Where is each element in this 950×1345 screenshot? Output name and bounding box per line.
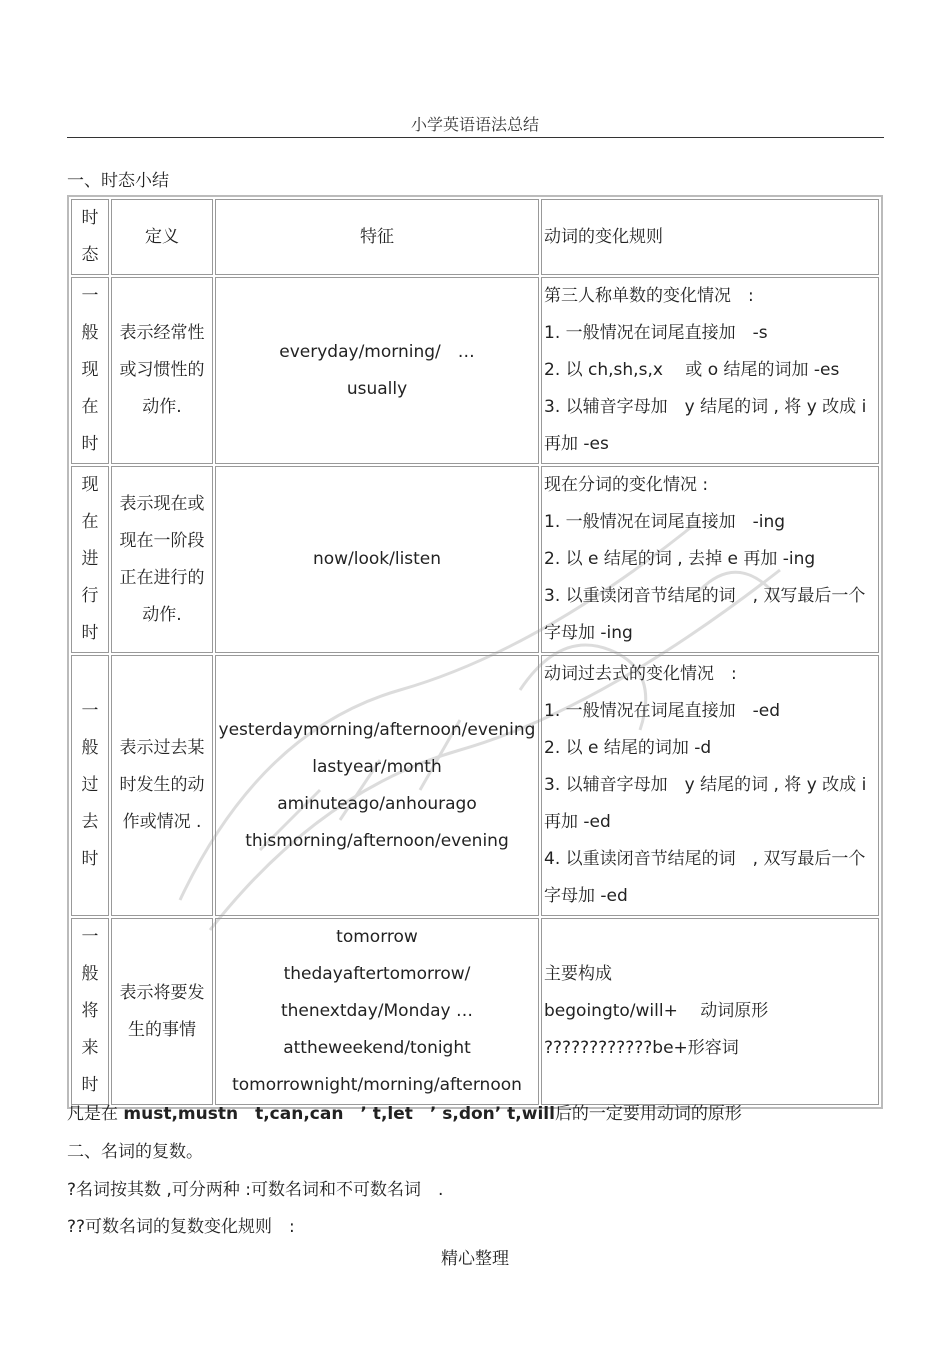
definition-cell: 表示将要发 生的事情 [111,918,213,1105]
feature-cell: yesterdaymorning/afternoon/evening lastyear/month aminuteago/anhourago thismorning/afternoon/evening [215,655,539,916]
rule-cell: 主要构成 begoingto/will+ 动词原形 ????????????be+形容词 [541,918,879,1105]
rule-cell: 动词过去式的变化情况 : 1. 一般情况在词尾直接加 -ed 2. 以 e 结尾的词加 -d 3. 以辅音字母加 y 结尾的词 , 将 y 改成 i 再加 -ed 4. 以重读闭音节结尾的词 , 双写最后一个 字母加 -ed [541,655,879,916]
header-feature: 特征 [215,199,539,275]
feature-cell: tomorrow thedayaftertomorrow/ thenextday/Monday … attheweekend/tonight tomorrownight/morning/afternoon [215,918,539,1105]
definition-cell: 表示经常性 或习惯性的 动作. [111,277,213,464]
feature-cell: now/look/listen [215,466,539,653]
section-title-tenses: 一、时态小结 [67,171,169,191]
document-title: 小学英语语法总结 [410,115,539,134]
note-base-form: 凡是在 must,mustn t,can,can ’ t,let ’ s,don’ t,will后的一定要用动词的原形 [67,1104,742,1124]
table-row [71,918,879,1105]
definition-cell: 表示现在或 现在一阶段 正在进行的 动作. [111,466,213,653]
section-title-nouns: 二、名词的复数。 [67,1142,203,1162]
definition-cell: 表示过去某 时发生的动 作或情况 . [111,655,213,916]
tense-name-cell: 一 般 现 在 时 [71,277,109,464]
table-row [71,466,879,653]
header-rule [67,137,884,138]
tense-summary-table [67,195,883,1109]
rule-cell: 第三人称单数的变化情况 : 1. 一般情况在词尾直接加 -s 2. 以 ch,sh,s,x 或 o 结尾的词加 -es 3. 以辅音字母加 y 结尾的词 , 将 y 改成 i 再加 -es [541,277,879,464]
header-rule-col: 动词的变化规则 [541,199,879,275]
table-row [71,277,879,464]
feature-cell: everyday/morning/ … usually [215,277,539,464]
header-tense: 时 态 [71,199,109,275]
note-plural-rules: ??可数名词的复数变化规则 : [67,1217,295,1237]
header-definition: 定义 [111,199,213,275]
tense-name-cell: 现 在 进 行 时 [71,466,109,653]
note-noun-kinds: ?名词按其数 ,可分两种 :可数名词和不可数名词 . [67,1180,444,1200]
rule-cell: 现在分词的变化情况 : 1. 一般情况在词尾直接加 -ing 2. 以 e 结尾的词 , 去掉 e 再加 -ing 3. 以重读闭音节结尾的词 , 双写最后一个 字母加 -ing [541,466,879,653]
tense-name-cell: 一 般 将 来 时 [71,918,109,1105]
table-row [71,655,879,916]
table-header-row [71,199,879,275]
tense-name-cell: 一 般 过 去 时 [71,655,109,916]
page-footer: 精心整理 [441,1249,509,1269]
